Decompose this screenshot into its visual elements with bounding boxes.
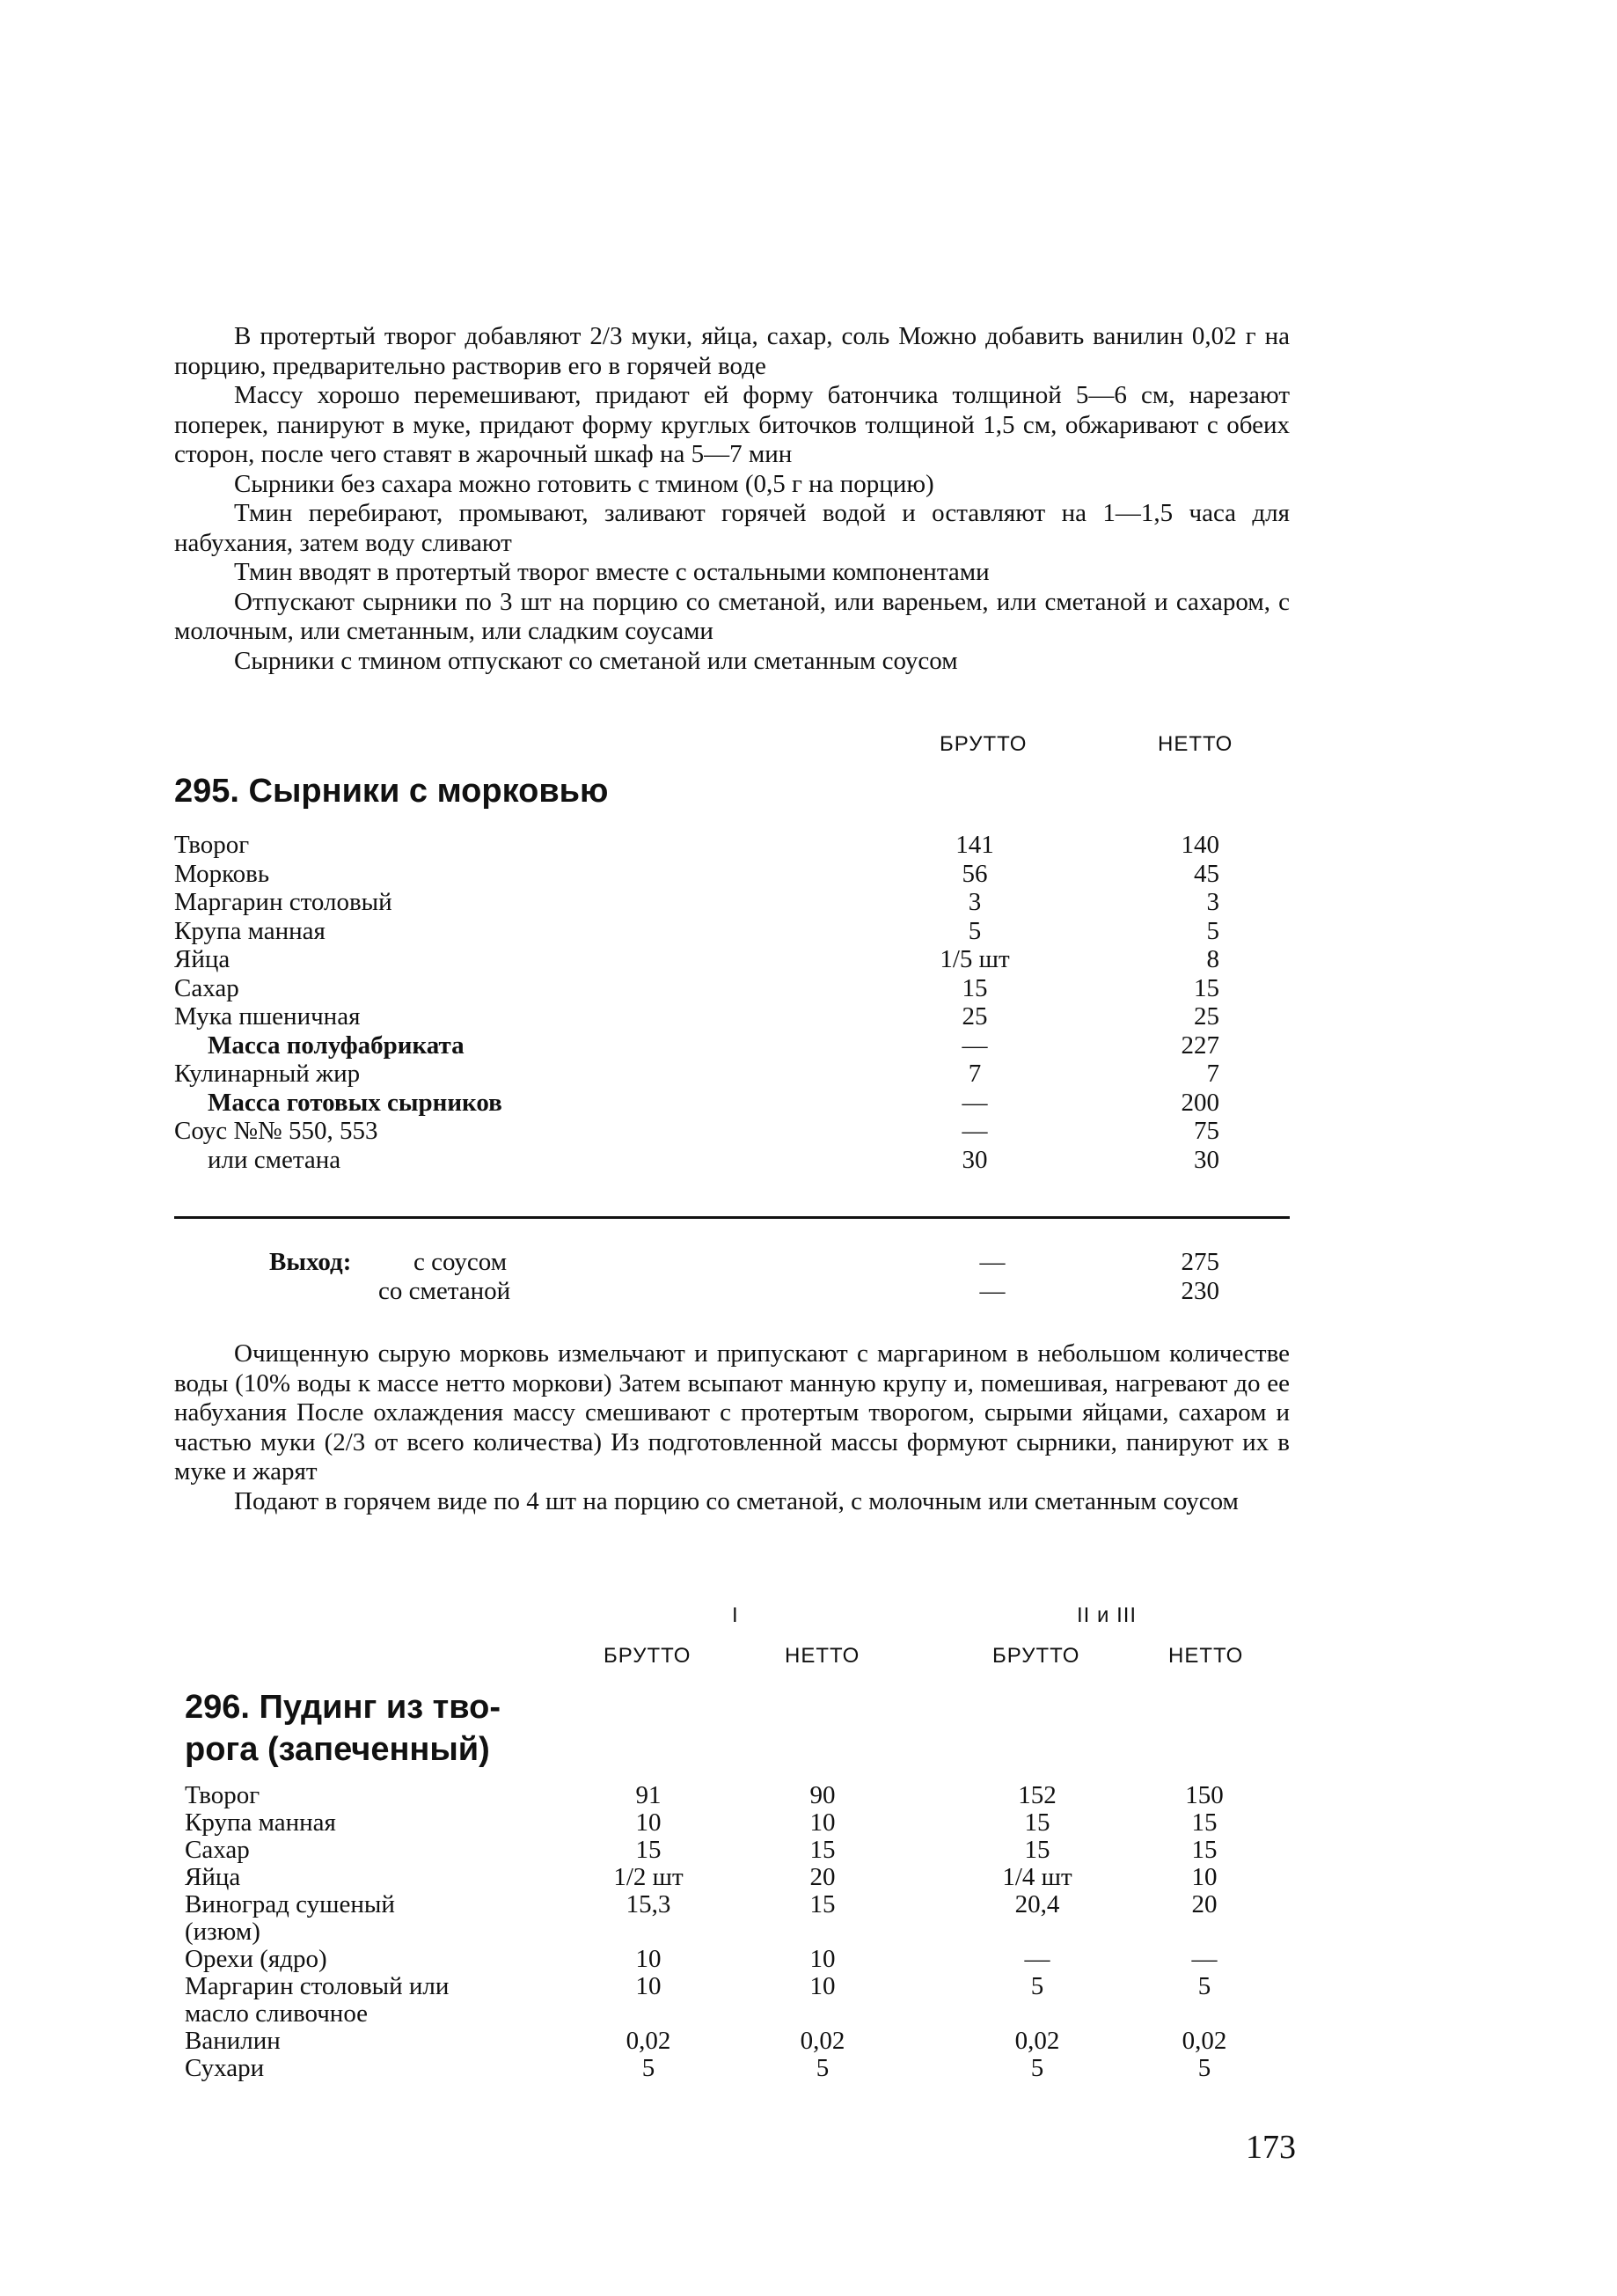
brutto-value: 7 — [968, 1060, 982, 1088]
brutto-value: 1/5 шт — [940, 945, 1010, 973]
quantity-value: 150 — [1185, 1781, 1224, 1809]
quantity-value: 0,02 — [1014, 2027, 1060, 2055]
table-row — [185, 1864, 1311, 1891]
brutto-value: 25 — [962, 1002, 988, 1031]
yield-row — [174, 1248, 1300, 1277]
quantity-value: 91 — [635, 1781, 662, 1809]
ingredient-name: Орехи (ядро) — [185, 1945, 327, 1973]
netto-value: 75 — [1194, 1117, 1219, 1145]
netto-value: 30 — [1194, 1145, 1219, 1174]
netto-value: 3 — [1206, 888, 1219, 916]
quantity-value: 10 — [1191, 1863, 1218, 1891]
ingredient-name: Маргарин столовый или — [185, 1972, 450, 2000]
quantity-value: 5 — [816, 2054, 830, 2082]
yield-label: Выход: — [269, 1248, 352, 1276]
table-row — [174, 945, 1300, 974]
brutto-value: 5 — [968, 916, 982, 945]
table-row — [174, 1146, 1300, 1175]
recipe-title: 295. Сырники с морковью — [174, 773, 609, 810]
ingredient-name: Крупа манная — [174, 916, 326, 945]
netto-value: 227 — [1181, 1031, 1219, 1060]
table-row — [174, 1031, 1300, 1060]
table-row — [174, 1089, 1300, 1118]
paragraph: Тмин перебирают, промывают, заливают горячей водой и оставляют на 1—1,5 часа для набухания, затем воду сливают — [174, 499, 1290, 557]
netto-value: 140 — [1181, 831, 1219, 859]
netto-value: 7 — [1206, 1060, 1219, 1088]
ingredients-table — [185, 1782, 1311, 2082]
ingredients-table — [174, 831, 1300, 1174]
quantity-value: 15,3 — [626, 1890, 671, 1918]
table-row — [174, 888, 1300, 917]
quantity-value: 10 — [809, 1972, 836, 2000]
netto-value: 200 — [1181, 1088, 1219, 1117]
quantity-value: 15 — [1191, 1808, 1218, 1837]
ingredient-name: Соус №№ 550, 553 — [174, 1117, 378, 1145]
quantity-value: 10 — [635, 1808, 662, 1837]
quantity-value: 15 — [635, 1836, 662, 1864]
paragraph: Отпускают сырники по 3 шт на порцию со сметаной, или вареньем, или сметаной и сахаром, с молочным, или сметанным, или сладким соусами — [174, 587, 1290, 645]
ingredient-name: Ванилин — [185, 2027, 281, 2055]
group-header-2: II и III — [1077, 1603, 1138, 1627]
column-header-netto: НЕТТО — [1168, 1644, 1244, 1668]
ingredient-name: Яйца — [174, 945, 230, 973]
brutto-value: 30 — [962, 1145, 988, 1174]
quantity-value: 15 — [809, 1890, 836, 1918]
netto-value: 230 — [1181, 1276, 1219, 1305]
recipe-text — [174, 1339, 1290, 1516]
brutto-value: 15 — [962, 973, 988, 1002]
recipe-title-line: 296. Пудинг из тво- — [185, 1689, 501, 1726]
brutto-value: — — [979, 1248, 1006, 1276]
quantity-value: 152 — [1018, 1781, 1057, 1809]
ingredient-name: Сухари — [185, 2054, 265, 2082]
ingredient-name: Сахар — [185, 1836, 250, 1864]
table-row — [174, 831, 1300, 860]
ingredient-name: Масса полуфабриката — [208, 1031, 465, 1060]
table-row — [174, 1060, 1300, 1089]
intro-text — [174, 322, 1290, 676]
brutto-value: — — [962, 1088, 988, 1117]
table-row — [185, 1837, 1311, 1864]
brutto-value: 141 — [955, 831, 994, 859]
table-row — [185, 1782, 1311, 1809]
quantity-value: — — [1024, 1945, 1050, 1973]
netto-value: 45 — [1194, 859, 1219, 888]
quantity-value: 10 — [635, 1945, 662, 1973]
quantity-value: 20 — [1191, 1890, 1218, 1918]
netto-value: 25 — [1194, 1002, 1219, 1031]
paragraph: Сырники с тмином отпускают со сметаной или сметанным соусом — [234, 646, 958, 675]
ingredient-name: Сахар — [174, 973, 239, 1002]
brutto-value: 56 — [962, 859, 988, 888]
quantity-value: 10 — [635, 1972, 662, 2000]
quantity-value: 1/2 шт — [613, 1863, 684, 1891]
brutto-value: — — [979, 1276, 1006, 1305]
quantity-value: 0,02 — [1182, 2027, 1227, 2055]
quantity-value: 15 — [1191, 1836, 1218, 1864]
quantity-value: 10 — [809, 1945, 836, 1973]
ingredient-name: или сметана — [208, 1145, 341, 1174]
quantity-value: 1/4 шт — [1002, 1863, 1072, 1891]
table-row — [174, 917, 1300, 946]
quantity-value: 10 — [809, 1808, 836, 1837]
quantity-value: 15 — [809, 1836, 836, 1864]
table-row — [185, 2055, 1311, 2082]
yield-row — [174, 1277, 1300, 1306]
ingredient-name: масло сливочное — [185, 1999, 369, 2028]
table-row — [185, 1973, 1311, 2028]
paragraph: Подают в горячем виде по 4 шт на порцию со сметаной, с молочным или сметанным соусом — [234, 1486, 1239, 1515]
ingredient-name: Кулинарный жир — [174, 1060, 361, 1088]
brutto-value: — — [962, 1031, 988, 1060]
ingredient-name: Морковь — [174, 859, 270, 888]
ingredient-name: Творог — [174, 831, 250, 859]
column-header-netto: НЕТТО — [1158, 732, 1233, 756]
netto-value: 15 — [1194, 973, 1219, 1002]
yield-name: со сметаной — [378, 1276, 511, 1305]
table-row — [174, 974, 1300, 1003]
quantity-value: 5 — [1197, 2054, 1211, 2082]
table-row — [174, 1002, 1300, 1031]
netto-value: 275 — [1181, 1248, 1219, 1276]
quantity-value: 5 — [1030, 1972, 1044, 2000]
quantity-value: 5 — [1197, 1972, 1211, 2000]
paragraph: Массу хорошо перемешивают, придают ей форму батончика толщиной 5—6 см, нарезают поперек, панируют в муке, придают форму круглых биточков толщиной 1,5 см, обжаривают с обеих сторон, после чего ставят в жарочный шкаф на 5—7 мин — [174, 381, 1290, 468]
netto-value: 5 — [1206, 916, 1219, 945]
yield-name: с соусом — [413, 1248, 508, 1276]
quantity-value: 0,02 — [800, 2027, 845, 2055]
quantity-value: 90 — [809, 1781, 836, 1809]
netto-value: 8 — [1206, 945, 1219, 973]
group-header-1: I — [732, 1603, 739, 1627]
quantity-value: 20,4 — [1014, 1890, 1060, 1918]
ingredient-name: Творог — [185, 1781, 260, 1809]
quantity-value: — — [1191, 1945, 1218, 1973]
ingredient-name: Маргарин столовый — [174, 888, 392, 916]
quantity-value: 5 — [641, 2054, 655, 2082]
column-header-brutto: БРУТТО — [940, 732, 1028, 756]
quantity-value: 0,02 — [626, 2027, 671, 2055]
ingredient-name: Масса готовых сырников — [208, 1088, 502, 1117]
table-row — [185, 1809, 1311, 1837]
table-row — [174, 860, 1300, 889]
paragraph: Сырники без сахара можно готовить с тмином (0,5 г на порцию) — [234, 469, 934, 498]
page-number: 173 — [1246, 2129, 1296, 2166]
paragraph: Тмин вводят в протертый творог вместе с остальными компонентами — [234, 558, 990, 586]
quantity-value: 15 — [1024, 1836, 1050, 1864]
table-row — [185, 1946, 1311, 1973]
column-header-brutto: БРУТТО — [604, 1644, 691, 1668]
brutto-value: 3 — [968, 888, 982, 916]
table-divider — [174, 1216, 1290, 1219]
column-header-brutto: БРУТТО — [992, 1644, 1080, 1668]
table-row — [185, 1891, 1311, 1946]
quantity-value: 15 — [1024, 1808, 1050, 1837]
ingredient-name: Яйца — [185, 1863, 241, 1891]
table-row — [174, 1117, 1300, 1146]
paragraph: Очищенную сырую морковь измельчают и припускают с маргарином в небольшом количестве воды (10% воды к массе нетто моркови) Затем всыпают манную крупу и, помешивая, нагревают до ее набухания После охлаждения массу смешивают с протертым творогом, сырыми яйцами, сахаром и частью муки (2/3 от всего количества) Из подготовленной массы формуют сырники, панируют их в муке и жарят — [174, 1339, 1290, 1485]
column-header-netto: НЕТТО — [785, 1644, 860, 1668]
quantity-value: 20 — [809, 1863, 836, 1891]
recipe-title-line: рога (запеченный) — [185, 1731, 490, 1768]
brutto-value: — — [962, 1117, 988, 1145]
ingredient-name: Мука пшеничная — [174, 1002, 361, 1031]
yield-table — [174, 1248, 1300, 1305]
table-row — [185, 2028, 1311, 2055]
ingredient-name: Крупа манная — [185, 1808, 336, 1837]
paragraph: В протертый творог добавляют 2/3 муки, яйца, сахар, соль Можно добавить ванилин 0,02 г на порцию, предварительно растворив его в горячей воде — [174, 322, 1290, 380]
ingredient-name: Виноград сушеный — [185, 1890, 395, 1918]
quantity-value: 5 — [1030, 2054, 1044, 2082]
recipe-title — [185, 1686, 501, 1771]
ingredient-name: (изюм) — [185, 1918, 260, 1946]
